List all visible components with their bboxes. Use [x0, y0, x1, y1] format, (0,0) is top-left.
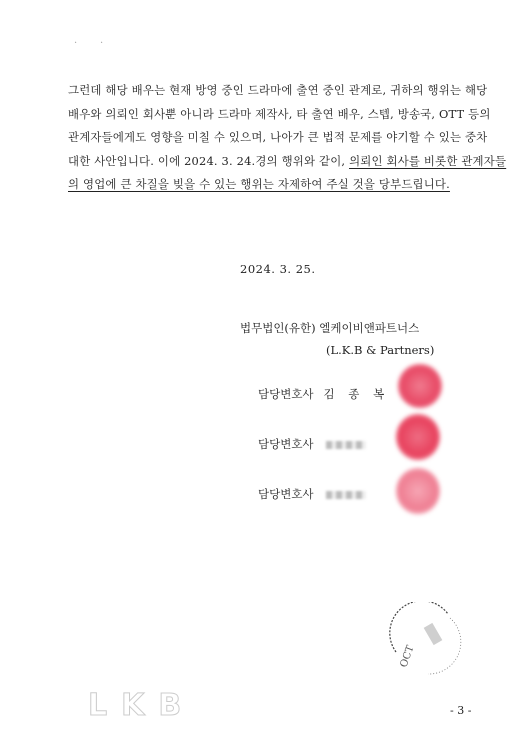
signatory-1 — [258, 386, 389, 402]
redacted-name — [326, 441, 366, 449]
paragraph-line-5-underlined: 의 영업에 큰 차질을 빚을 수 있는 행위는 자제하여 주실 것을 당부드립니다. — [68, 177, 450, 191]
redacted-name — [326, 491, 366, 499]
paragraph-line-2: 배우와 의뢰인 회사뿐 아니라 드라마 제작사, 타 출연 배우, 스텝, 방송국, OTT 등의 — [68, 106, 491, 121]
paragraph-line-1: 그런데 해당 배우는 현재 방영 중인 드라마에 출연 중인 관계로, 귀하의 행위는 해당 — [68, 83, 488, 97]
signatory-label: 담당변호사 — [258, 387, 314, 401]
signatory-name: 김 종 복 — [323, 387, 390, 401]
letter-date: 2024. 3. 25. — [240, 262, 316, 276]
firm-name-english: (L.K.B & Partners) — [326, 343, 435, 357]
signatory-2 — [258, 436, 366, 452]
scan-speck: · — [100, 38, 104, 49]
firm-name-korean: 법무법인(유한) 엘케이비앤파트너스 — [240, 321, 420, 335]
page-number: - 3 - — [450, 704, 472, 717]
signatory-3 — [258, 486, 366, 502]
paragraph-line-4 — [68, 150, 507, 174]
signatory-label: 담당변호사 — [258, 437, 314, 451]
stamp-text: OCT — [398, 644, 417, 670]
watermark-logo: LKB — [88, 688, 196, 723]
body-paragraph — [68, 79, 507, 197]
seal-stamp — [396, 414, 440, 460]
postmark-stamp — [388, 602, 466, 680]
paragraph-line-3: 관계자들에게도 영향을 미칠 수 있으며, 나아가 큰 법적 문제를 야기할 수 있는 중차 — [68, 130, 488, 144]
signatory-label: 담당변호사 — [258, 487, 314, 501]
paragraph-line-4-plain: 대한 사안입니다. 이에 2024. 3. 24.경의 행위와 같이, — [68, 153, 350, 168]
seal-stamp — [398, 364, 442, 408]
scan-speck: · — [74, 38, 78, 49]
seal-stamp — [396, 468, 440, 514]
paragraph-line-5 — [68, 173, 488, 197]
paragraph-line-4-underlined: 의뢰인 회사를 비롯한 관계자들 — [349, 153, 507, 168]
